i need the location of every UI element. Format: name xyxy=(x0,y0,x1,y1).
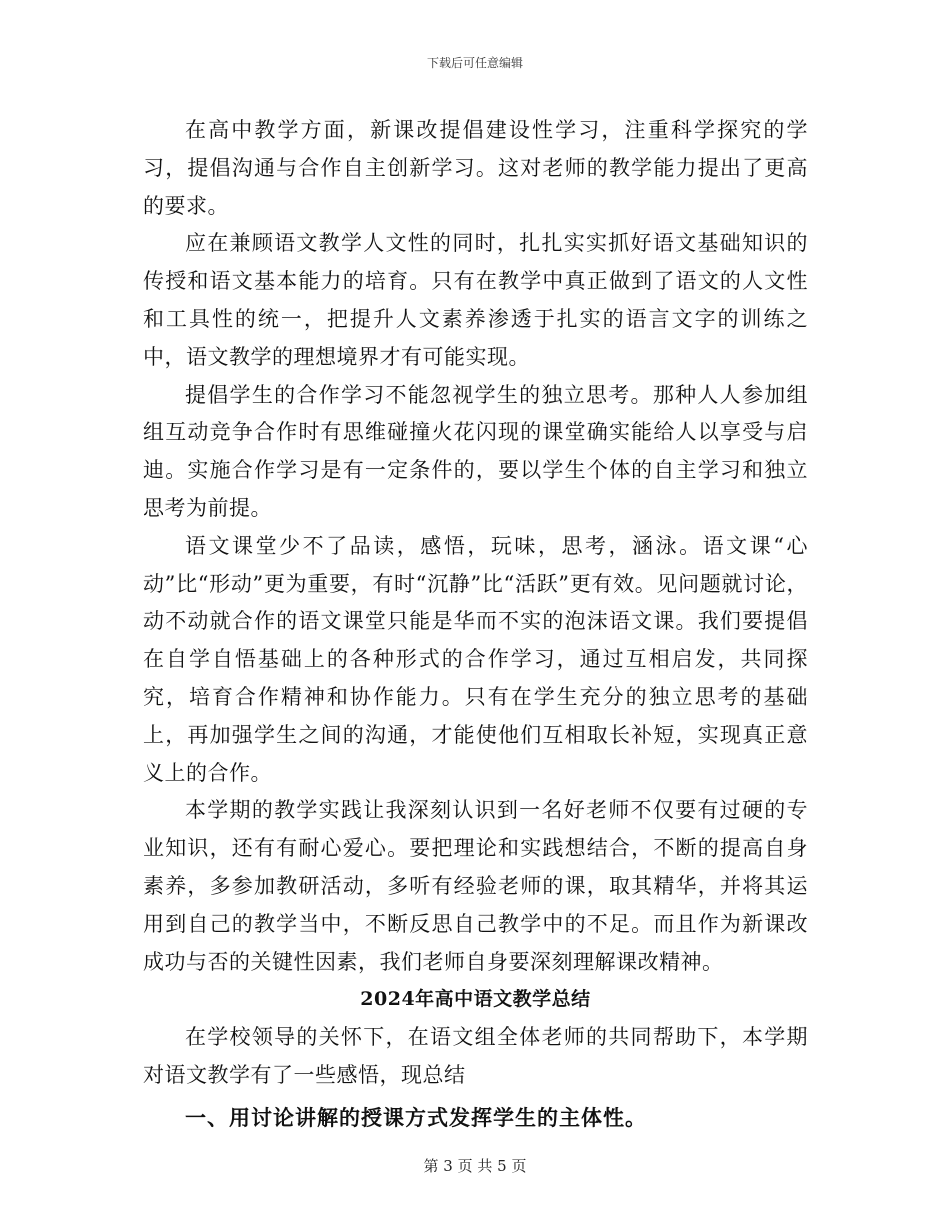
body-paragraph: 在高中教学方面，新课改提倡建设性学习，注重科学探究的学习，提倡沟通与合作自主创新学习。这对老师的教学能力提出了更高的要求。 xyxy=(143,118,808,218)
body-paragraph: 提倡学生的合作学习不能忽视学生的独立思考。那种人人参加组组互动竞争合作时有思维碰撞火花闪现的课堂确实能给人以享受与启迪。实施合作学习是有一定条件的，要以学生个体的自主学习和独立思考为前提。 xyxy=(143,382,808,520)
page-footer: 第 3 页 共 5 页 xyxy=(423,1157,527,1175)
section-heading: 一、用讨论讲解的授课方式发挥学生的主体性。 xyxy=(185,1104,647,1130)
page-header: 下载后可任意编辑 xyxy=(426,56,523,70)
body-paragraph: 本学期的教学实践让我深刻认识到一名好老师不仅要有过硬的专业知识，还有有耐心爱心。要把理论和实践想结合，不断的提高自身素养，多参加教研活动，多听有经验老师的课，取其精华，并将其运用到自己的教学当中，不断反思自己教学中的不足。而且作为新课改成功与否的关键性因素，我们老师自身要深刻理解课改精神。 xyxy=(143,798,808,974)
document-body xyxy=(143,112,808,1137)
body-paragraph: 语文课堂少不了品读，感悟，玩味，思考，涵泳。语文课“心动”比“形动”更为重要，有时“沉静”比“活跃”更有效。见问题就讨论，动不动就合作的语文课堂只能是华而不实的泡沫语文课。我们要提倡在自学自悟基础上的各种形式的合作学习，通过互相启发，共同探究，培育合作精神和协作能力。只有在学生充分的独立思考的基础上，再加强学生之间的沟通，才能使他们互相取长补短，实现真正意义上的合作。 xyxy=(143,533,808,785)
intro-paragraph: 在学校领导的关怀下，在语文组全体老师的共同帮助下，本学期对语文教学有了一些感悟，现总结 xyxy=(143,1025,808,1087)
section-title: 2024年高中语文教学总结 xyxy=(360,988,591,1011)
body-paragraph: 应在兼顾语文教学人文性的同时，扎扎实实抓好语文基础知识的传授和语文基本能力的培育。只有在教学中真正做到了语文的人文性和工具性的统一，把提升人文素养渗透于扎实的语言文字的训练之中，语文教学的理想境界才有可能实现。 xyxy=(143,231,808,369)
